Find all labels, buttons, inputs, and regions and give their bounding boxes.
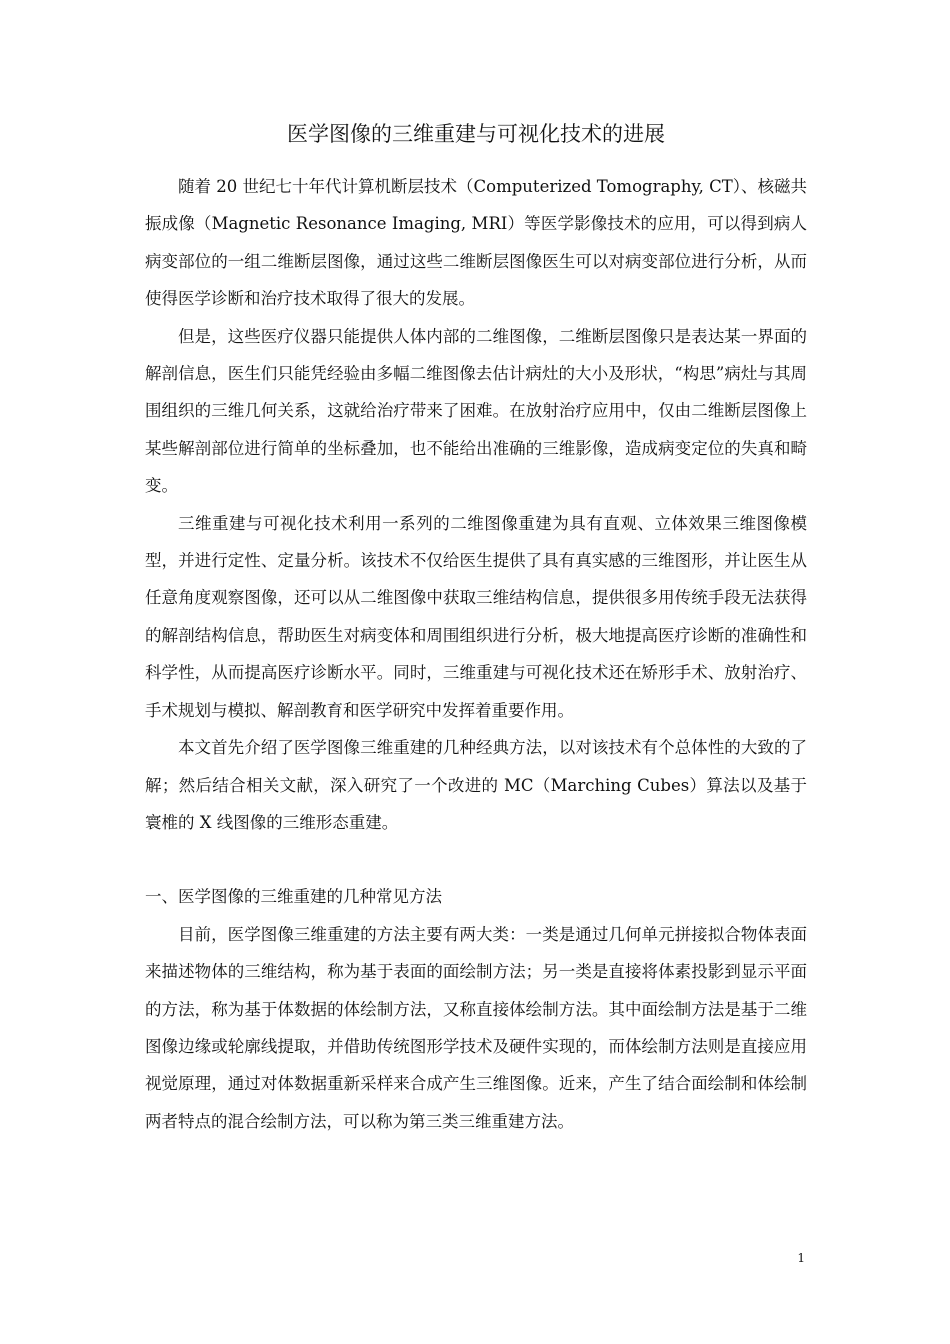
intro-paragraph-3: 三维重建与可视化技术利用一系列的二维图像重建为具有直观、立体效果三维图像模型，并进行定性、定量分析。该技术不仅给医生提供了具有真实感的三维图形，并让医生从任意角度观察图像，还可以从二维图像中获取三维结构信息，提供很多用传统手段无法获得的解剖结构信息，帮助医生对病变体和周围组织进行分析，极大地提高医疗诊断的准确性和科学性，从而提高医疗诊断水平。同时，三维重建与可视化技术还在矫形手术、放射治疗、手术规划与模拟、解剖教育和医学研究中发挥着重要作用。 [145,513,807,720]
intro-paragraph-2: 但是，这些医疗仪器只能提供人体内部的二维图像，二维断层图像只是表达某一界面的解剖信息，医生们只能凭经验由多幅二维图像去估计病灶的大小及形状，“构思”病灶与其周围组织的三维几何关系，这就给治疗带来了困难。在放射治疗应用中，仅由二维断层图像上某些解剖部位进行简单的坐标叠加，也不能给出准确的三维影像，造成病变定位的失真和畸变。 [145,326,807,496]
document-body [145,168,807,1140]
document-title: 医学图像的三维重建与可视化技术的进展 [287,122,665,146]
section-spacer [145,841,807,878]
section-1-heading: 一、医学图像的三维重建的几种常见方法 [145,887,442,907]
intro-paragraph-1: 随着 20 世纪七十年代计算机断层技术（Computerized Tomography, CT）、核磁共振成像（Magnetic Resonance Imaging, MRI）等医学影像技术的应用，可以得到病人病变部位的一组二维断层图像，通过这些二维断层图像医生可以对病变部位进行分析，从而使得医学诊断和治疗技术取得了很大的发展。 [145,177,807,309]
section-1-paragraph: 目前，医学图像三维重建的方法主要有两大类：一类是通过几何单元拼接拟合物体表面来描述物体的三维结构，称为基于表面的面绘制方法；另一类是直接将体素投影到显示平面的方法，称为基于体数据的体绘制方法，又称直接体绘制方法。其中面绘制方法是基于二维图像边缘或轮廓线提取，并借助传统图形学技术及硬件实现的，而体绘制方法则是直接应用视觉原理，通过对体数据重新采样来合成产生三维图像。近来，产生了结合面绘制和体绘制两者特点的混合绘制方法，可以称为第三类三维重建方法。 [145,924,807,1131]
page-number: 1 [797,1251,805,1265]
intro-paragraph-4: 本文首先介绍了医学图像三维重建的几种经典方法，以对该技术有个总体性的大致的了解；然后结合相关文献，深入研究了一个改进的 MC（Marching Cubes）算法以及基于寰椎的 X 线图像的三维形态重建。 [145,738,807,832]
